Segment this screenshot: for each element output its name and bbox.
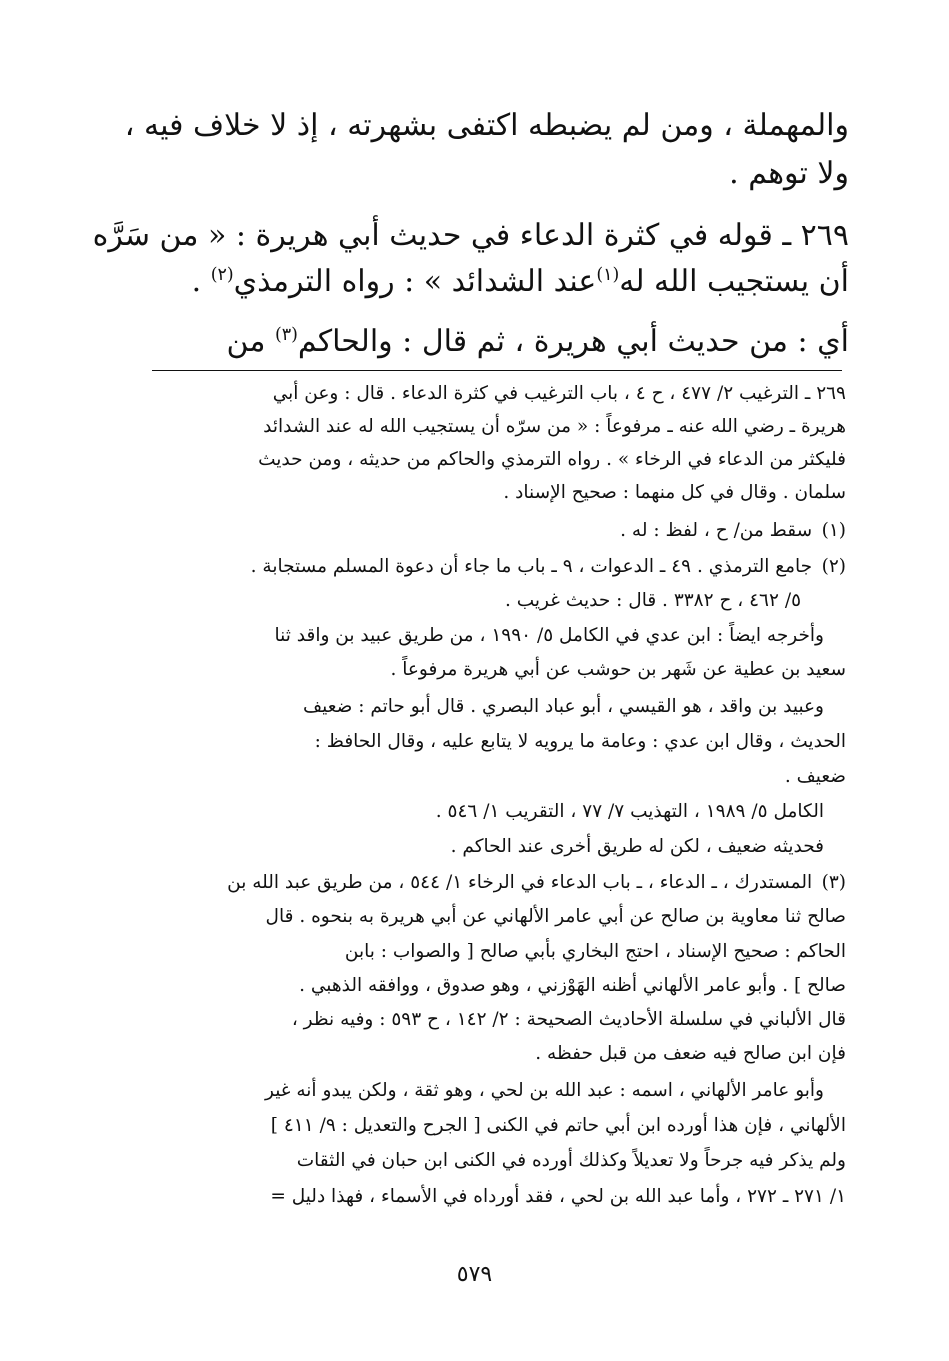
- main-text-segment: .: [191, 264, 211, 299]
- footnote-number: (٢): [821, 556, 846, 577]
- footnote-ref-3: (٣): [274, 325, 298, 345]
- footnote-ref-1: (١): [596, 265, 620, 285]
- footnote-2-line: الكامل ٥/ ١٩٨٩ ، التهذيب ٧/ ٧٧ ، التقريب ١/ ٥٤٦ .: [435, 801, 824, 822]
- footnote-3-line: [227, 872, 846, 893]
- footnote-3-line: ولم يذكر فيه جرحاً ولا تعديلاً وكذلك أورده في الكنى ابن حبان في الثقات: [296, 1150, 846, 1171]
- footnote-2-line: وعبيد بن واقد ، هو القيسي ، أبو عباد البصري . قال أبو حاتم : ضعيف: [302, 696, 824, 717]
- footnote-2-line: ضعيف .: [784, 766, 846, 787]
- footnote-269-line: ٢٦٩ ـ الترغيب ٢/ ٤٧٧ ، ح ٤ ، باب الترغيب في كثرة الدعاء . قال : وعن أبي: [272, 383, 846, 404]
- footnote-text: المستدرك ، ـ الدعاء ، ـ باب الدعاء في الرخاء ١/ ٥٤٤ ، من طريق عبد الله بن: [227, 872, 813, 893]
- footnote-3-line: ١/ ٢٧١ ـ ٢٧٢ ، وأما عبد الله بن لحي ، فقد أورداه في الأسماء ، فهذا دليل =: [270, 1186, 846, 1207]
- main-text-line-1: والمهملة ، ومن لم يضبطه اكتفى بشهرته ، إذ لا خلاف فيه ،: [124, 108, 849, 143]
- footnote-2-line: فحديثه ضعيف ، لكن له طريق أخرى عند الحاكم .: [450, 836, 824, 857]
- footnote-3-line: الألهاني ، فإن هذا أورده ابن أبي حاتم في الكنى [ الجرح والتعديل : ٩/ ٤١١ ]: [270, 1115, 846, 1136]
- footnote-3-line: وأبو عامر الألهاني ، اسمه : عبد الله بن لحي ، وهو ثقة ، ولكن يبدو أنه غير: [265, 1080, 824, 1101]
- footnote-3-line: صالح ثنا معاوية بن صالح عن أبي عامر الألهاني عن أبي هريرة به بنحوه . قال: [265, 906, 846, 927]
- main-text-segment: أن يستجيب الله له: [619, 264, 849, 299]
- footnote-3-line: فإن ابن صالح فيه ضعف من قبل حفظه .: [535, 1043, 846, 1064]
- footnote-269-line: هريرة ـ رضي الله عنه ـ مرفوعاً : « من سرّه أن يستجيب الله له عند الشدائد: [263, 416, 846, 437]
- main-text-segment: أي : من حديث أبي هريرة ، ثم قال : والحاكم: [297, 324, 849, 359]
- main-text-segment: عند الشدائد » : رواه الترمذي: [233, 264, 597, 299]
- footnote-2-line: وأخرجه ايضاً : ابن عدي في الكامل ٥/ ١٩٩٠ ، من طريق عبيد بن واقد ثنا: [274, 625, 824, 646]
- footnote-2-line: الحديث ، وقال ابن عدي : وعامة ما يرويه لا يتابع عليه ، وقال الحافظ :: [314, 731, 846, 752]
- footnote-number: (١): [821, 520, 846, 541]
- footnote-269-line: سلمان . وقال في كل منهما : صحيح الإسناد .: [503, 482, 846, 503]
- main-text-segment: من: [226, 324, 275, 359]
- footnote-2-line: [251, 556, 846, 577]
- footnote-ref-2: (٢): [210, 265, 234, 285]
- main-text-line-3: [93, 218, 849, 253]
- footnote-number: (٣): [821, 872, 846, 893]
- page-number: ٥٧٩: [456, 1262, 493, 1287]
- footnote-2-line: سعيد بن عطية عن شَهر بن حوشب عن أبي هريرة مرفوعاً .: [390, 659, 846, 680]
- footnote-2-line: ٥/ ٤٦٢ ، ح ٣٣٨٢ . قال : حديث غريب .: [504, 590, 801, 611]
- footnote-text: جامع الترمذي . ٤٩ ـ الدعوات ، ٩ ـ باب ما جاء أن دعوة المسلم مستجابة .: [250, 556, 813, 577]
- footnote-3-line: صالح ] . وأبو عامر الألهاني أظنه الهَوْزني ، وهو صدوق ، ووافقه الذهبي .: [299, 975, 846, 996]
- footnote-269-line: فليكثر من الدعاء في الرخاء » . رواه الترمذي والحاكم من حديثه ، ومن حديث: [258, 449, 846, 470]
- footnote-1: [620, 520, 846, 541]
- footnote-3-line: الحاكم : صحيح الإسناد ، احتج البخاري بأبي صالح [ والصواب : بابن: [344, 941, 846, 962]
- footnote-text: سقط من/ ح ، لفظ : له .: [620, 520, 813, 541]
- footnote-3-line: قال الألباني في سلسلة الأحاديث الصحيحة : ٢/ ١٤٢ ، ح ٥٩٣ : وفيه نظر ،: [291, 1009, 846, 1030]
- main-text-line-4: [192, 264, 849, 299]
- main-text-line-5: [227, 324, 849, 359]
- hadith-269-heading: ٢٦٩ ـ قوله في كثرة الدعاء في حديث أبي هريرة : « من سَرَّه: [92, 218, 849, 253]
- footnote-separator: [152, 370, 842, 371]
- main-text-line-2: ولا توهم .: [729, 156, 849, 191]
